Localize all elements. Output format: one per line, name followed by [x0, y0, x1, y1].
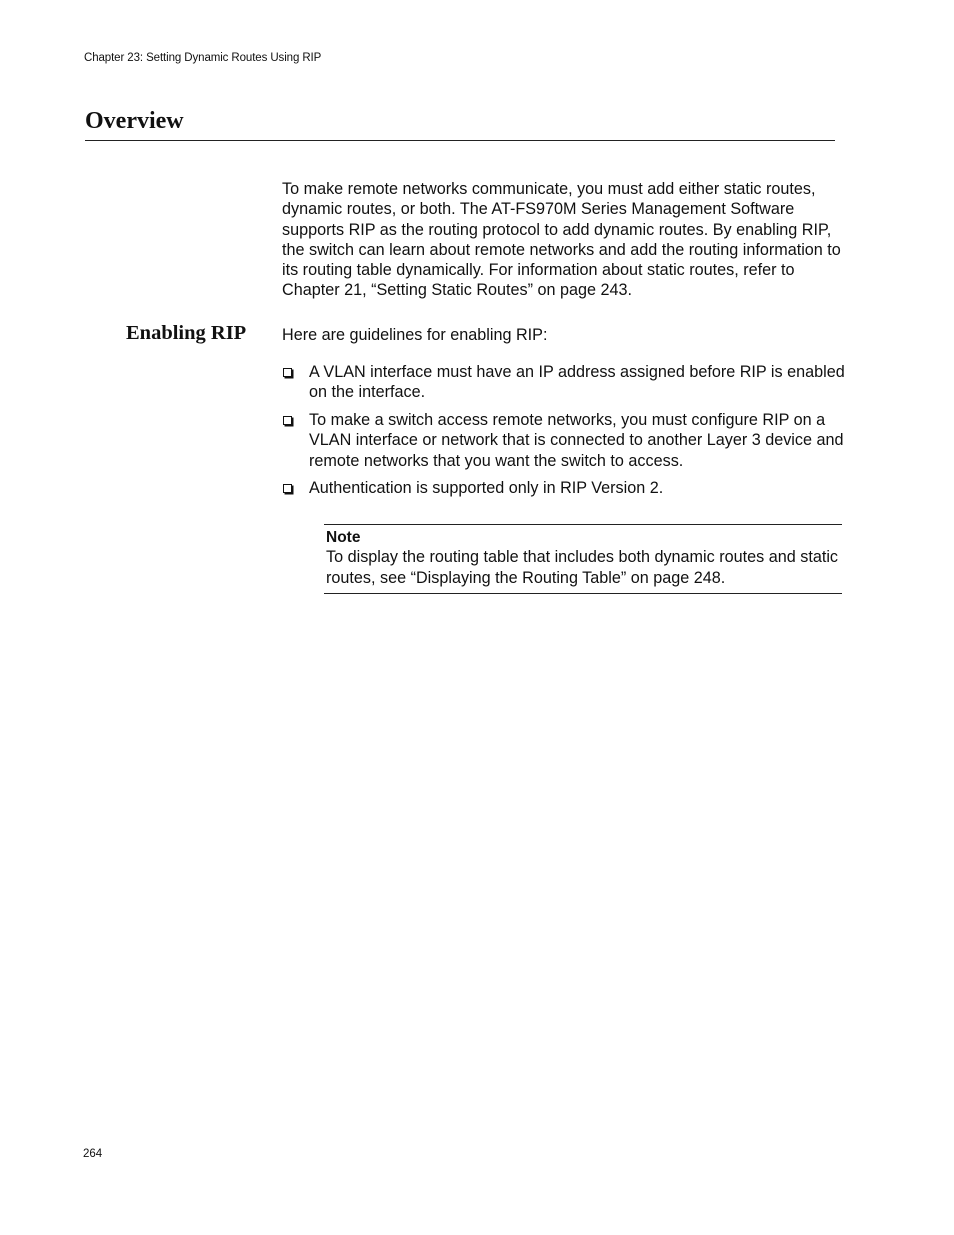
checkbox-bullet-icon — [283, 484, 292, 493]
note-text: To display the routing table that includes both dynamic routes and static routes, see “Displaying the Routing Table” on page 248. — [326, 548, 839, 587]
guidelines-list — [282, 362, 847, 506]
list-item — [282, 362, 847, 403]
side-heading-enabling-rip: Enabling RIP — [126, 322, 247, 344]
page-number: 264 — [83, 1148, 103, 1160]
list-item-text: Authentication is supported only in RIP Version 2. — [309, 479, 664, 498]
note-label: Note — [326, 529, 361, 546]
guidelines-intro: Here are guidelines for enabling RIP: — [282, 326, 548, 344]
running-header: Chapter 23: Setting Dynamic Routes Using RIP — [84, 52, 322, 64]
list-item — [282, 410, 847, 471]
overview-paragraph: To make remote networks communicate, you must add either static routes, dynamic routes, or both. The AT-FS970M Series Management Software supports RIP as the routing protocol to add dynamic routes. By enabling RIP, the switch can learn about remote networks and add the routing information to its routing table dynamically. For information about static routes, refer to Chapter 21, “Setting Static Routes” on page 243. — [282, 180, 841, 300]
list-item-text: A VLAN interface must have an IP address assigned before RIP is enabled on the interface. — [309, 363, 845, 402]
section-title-overview: Overview — [85, 108, 184, 134]
note-box — [324, 524, 842, 594]
list-item-text: To make a switch access remote networks, you must configure RIP on a VLAN interface or network that is connected to another Layer 3 device and remote networks that you want the switch to access. — [309, 411, 844, 470]
checkbox-bullet-icon — [283, 368, 292, 377]
list-item — [282, 478, 847, 498]
checkbox-bullet-icon — [283, 416, 292, 425]
title-rule — [85, 140, 835, 141]
